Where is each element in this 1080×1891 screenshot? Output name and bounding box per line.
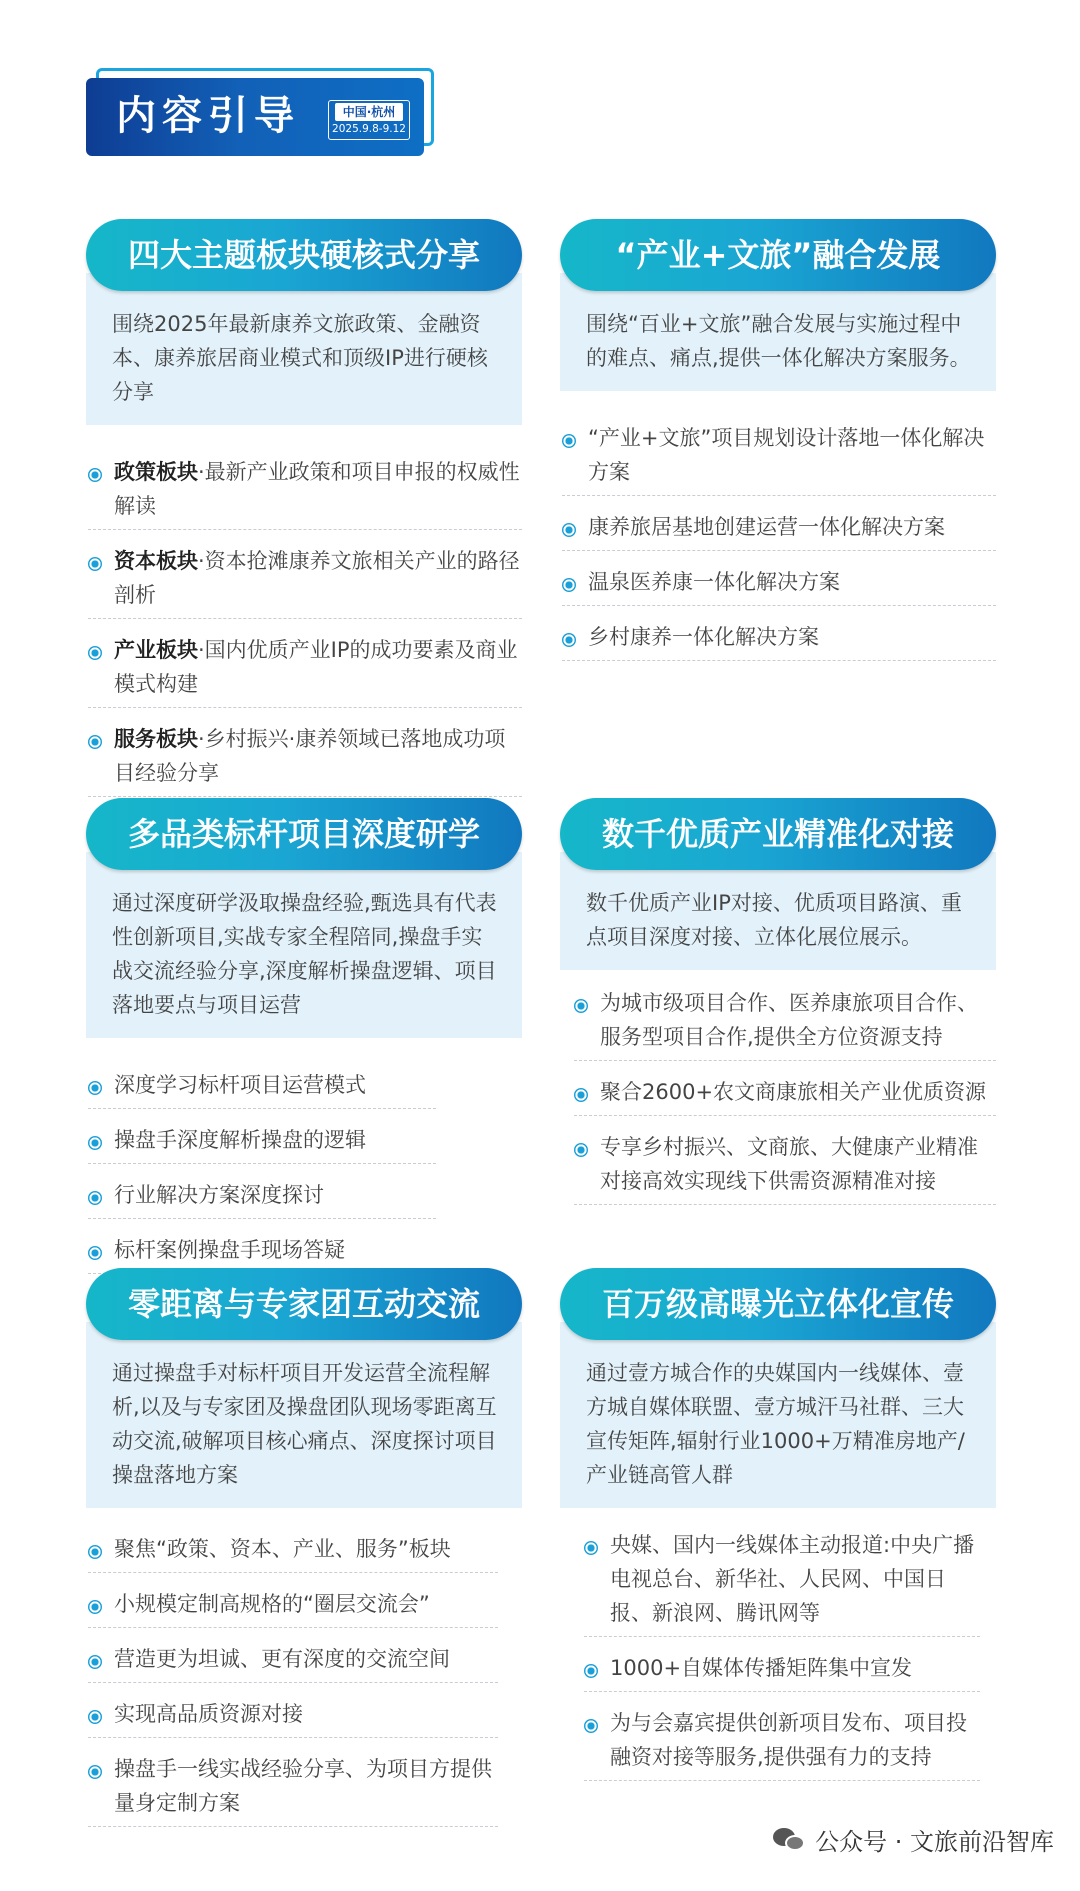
item-text: 为城市级项目合作、医养康旅项目合作、服务型项目合作,提供全方位资源支持 [600,991,978,1049]
item-list [560,982,996,1205]
section-title-pill [86,1268,522,1340]
section-description: 通过壹方城合作的央媒国内一线媒体、壹方城自媒体联盟、壹方城汗马社群、三大宣传矩阵,辐射行业1000+万精准房地产/产业链高管人群 [560,1322,996,1508]
item-bold-label: 产业板块 [114,638,198,662]
item-list [86,451,522,797]
bullet-icon [88,1136,102,1150]
bullet-icon [574,999,588,1013]
item-text: 聚合2600+农文商康旅相关产业优质资源 [600,1080,987,1104]
section-title: 四大主题板块硬核式分享 [127,236,480,274]
list-item [88,1528,498,1573]
section-description: 通过操盘手对标杆项目开发运营全流程解析,以及与专家团及操盘团队现场零距离互动交流,破解项目核心痛点、深度探讨项目操盘落地方案 [86,1322,522,1508]
date-label: 2025.9.8-9.12 [332,123,406,135]
item-bold-label: 服务板块 [114,727,198,751]
item-text: “产业+文旅”项目规划设计落地一体化解决方案 [588,426,985,484]
section-title: 百万级高曝光立体化宣传 [601,1285,954,1323]
list-item [574,1126,996,1205]
section-title-pill [560,219,996,291]
item-text: 营造更为坦诚、更有深度的交流空间 [114,1647,450,1671]
list-item [88,1064,436,1109]
bullet-icon [574,1143,588,1157]
list-item [584,1702,980,1781]
item-text: 小规模定制高规格的“圈层交流会” [114,1592,430,1616]
bullet-icon [562,633,576,647]
item-text: 深度学习标杆项目运营模式 [114,1073,366,1097]
item-text: ·国内优质产业IP的成功要素及商业模式构建 [114,638,518,696]
bullet-icon [88,735,102,749]
list-item [88,1638,498,1683]
section-expert-interaction [86,1268,522,1837]
bullet-icon [562,434,576,448]
list-item [88,718,522,797]
list-item [88,1119,436,1164]
wechat-icon [773,1826,807,1854]
list-item [562,616,996,661]
item-text: 操盘手深度解析操盘的逻辑 [114,1128,366,1152]
item-list [560,417,996,661]
list-item [584,1524,980,1637]
account-label: 公众号 · 文旅前沿智库 [815,1828,1054,1856]
list-item [88,1693,498,1738]
item-text: 专享乡村振兴、文商旅、大健康产业精准对接高效实现线下供需资源精准对接 [600,1135,978,1193]
content-guide-header [86,68,434,156]
location-label: 中国·杭州 [335,103,403,121]
list-item [574,982,996,1061]
section-title: “产业+文旅”融合发展 [615,236,941,274]
list-item [88,629,522,708]
bullet-icon [88,1765,102,1779]
section-description: 通过深度研学汲取操盘经验,甄选具有代表性创新项目,实战专家全程陪同,操盘手实战交流经验分享,深度解析操盘逻辑、项目落地要点与项目运营 [86,852,522,1038]
section-title-pill [560,798,996,870]
list-item [88,1748,498,1827]
item-text: 为与会嘉宾提供创新项目发布、项目投融资对接等服务,提供强有力的支持 [610,1711,967,1769]
item-text: ·最新产业政策和项目申报的权威性解读 [114,460,520,518]
list-item [562,561,996,606]
section-benchmark-study [86,798,522,1284]
bullet-icon [88,1710,102,1724]
item-text: 聚焦“政策、资本、产业、服务”板块 [114,1537,451,1561]
section-title-pill [86,798,522,870]
item-text: 标杆案例操盘手现场答疑 [114,1238,345,1262]
location-date-tag [328,100,410,140]
item-list [560,1524,980,1781]
section-industry-matching [560,798,996,1215]
list-item [88,1174,436,1219]
list-item [562,417,996,496]
bullet-icon [562,523,576,537]
header-badge [86,78,424,156]
item-text: 央媒、国内一线媒体主动报道:中央广播电视总台、新华社、人民网、中国日报、新浪网、腾讯网等 [610,1533,975,1625]
item-text: 温泉医养康一体化解决方案 [588,570,840,594]
section-title: 零距离与专家团互动交流 [127,1285,480,1323]
list-item [574,1071,996,1116]
bullet-icon [88,1081,102,1095]
item-text: 实现高品质资源对接 [114,1702,303,1726]
item-text: 操盘手一线实战经验分享、为项目方提供量身定制方案 [114,1757,492,1815]
list-item [88,1583,498,1628]
bullet-icon [88,1600,102,1614]
item-text: ·乡村振兴·康养领域已落地成功项目经验分享 [114,727,506,785]
list-item [88,540,522,619]
section-title: 数千优质产业精准化对接 [601,815,954,853]
bullet-icon [584,1541,598,1555]
section-description: 围绕“百业+文旅”融合发展与实施过程中的难点、痛点,提供一体化解决方案服务。 [560,273,996,391]
bullet-icon [88,1545,102,1559]
bullet-icon [88,646,102,660]
bullet-icon [584,1664,598,1678]
list-item [584,1647,980,1692]
bullet-icon [574,1088,588,1102]
wechat-watermark [773,1822,1054,1857]
page-title: 内容引导 [116,93,300,139]
item-list [86,1528,498,1827]
item-text: 行业解决方案深度探讨 [114,1183,324,1207]
section-title-pill [86,219,522,291]
section-description: 数千优质产业IP对接、优质项目路演、重点项目深度对接、立体化展位展示。 [560,852,996,970]
bullet-icon [88,468,102,482]
section-industry-tourism [560,219,996,671]
bullet-icon [88,1655,102,1669]
bullet-icon [88,1246,102,1260]
section-title-pill [560,1268,996,1340]
section-publicity [560,1268,996,1791]
item-text: 乡村康养一体化解决方案 [588,625,819,649]
bullet-icon [562,578,576,592]
section-theme-sharing [86,219,522,807]
section-title: 多品类标杆项目深度研学 [127,815,480,853]
item-text: ·资本抢滩康养文旅相关产业的路径剖析 [114,549,520,607]
bullet-icon [584,1719,598,1733]
list-item [88,451,522,530]
section-description: 围绕2025年最新康养文旅政策、金融资本、康养旅居商业模式和顶级IP进行硬核分享 [86,273,522,425]
bullet-icon [88,557,102,571]
item-text: 康养旅居基地创建运营一体化解决方案 [588,515,945,539]
item-bold-label: 资本板块 [114,549,198,573]
list-item [562,506,996,551]
item-text: 1000+自媒体传播矩阵集中宣发 [610,1656,913,1680]
bullet-icon [88,1191,102,1205]
item-bold-label: 政策板块 [114,460,198,484]
item-list [86,1064,436,1274]
